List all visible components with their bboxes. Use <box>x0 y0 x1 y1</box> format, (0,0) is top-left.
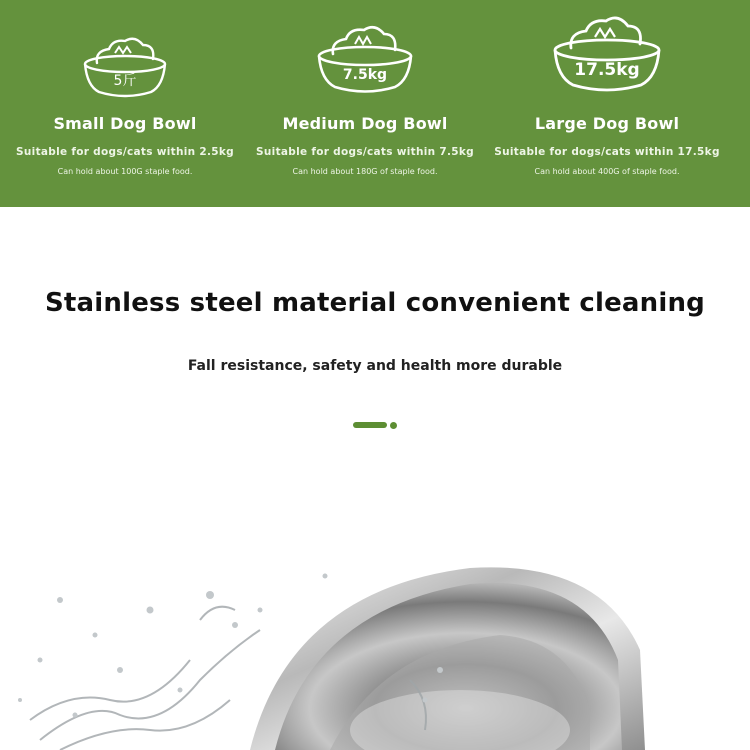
dog-bowl-icon <box>75 33 175 103</box>
card-suitable-text: Suitable for dogs/cats within 2.5kg <box>16 146 234 158</box>
size-card-small <box>0 0 250 207</box>
size-card-large <box>482 0 732 207</box>
dog-bowl-icon <box>545 12 669 98</box>
card-title: Small Dog Bowl <box>53 114 197 133</box>
card-capacity-text: Can hold about 100G staple food. <box>57 167 193 176</box>
accent-dash <box>353 422 387 428</box>
card-suitable-text: Suitable for dogs/cats within 7.5kg <box>256 146 474 158</box>
accent-dot <box>390 422 397 429</box>
card-capacity-text: Can hold about 180G of staple food. <box>292 167 438 176</box>
feature-subline: Fall resistance, safety and health more durable <box>187 358 563 374</box>
bowl-size-label: 17.5kg <box>574 60 640 80</box>
size-card-medium <box>240 0 490 207</box>
card-suitable-text: Suitable for dogs/cats within 17.5kg <box>494 146 720 158</box>
size-banner <box>0 0 750 207</box>
bowl-size-label: 5斤 <box>113 73 137 89</box>
card-title: Large Dog Bowl <box>534 114 680 133</box>
feature-headline: Stainless steel material convenient cleaning <box>44 288 705 318</box>
bowl-size-label: 7.5kg <box>342 67 388 83</box>
card-title: Medium Dog Bowl <box>282 114 448 133</box>
card-capacity-text: Can hold about 400G of staple food. <box>534 167 680 176</box>
stainless-steel-bowl-image <box>0 540 750 750</box>
dog-bowl-icon <box>309 22 421 98</box>
